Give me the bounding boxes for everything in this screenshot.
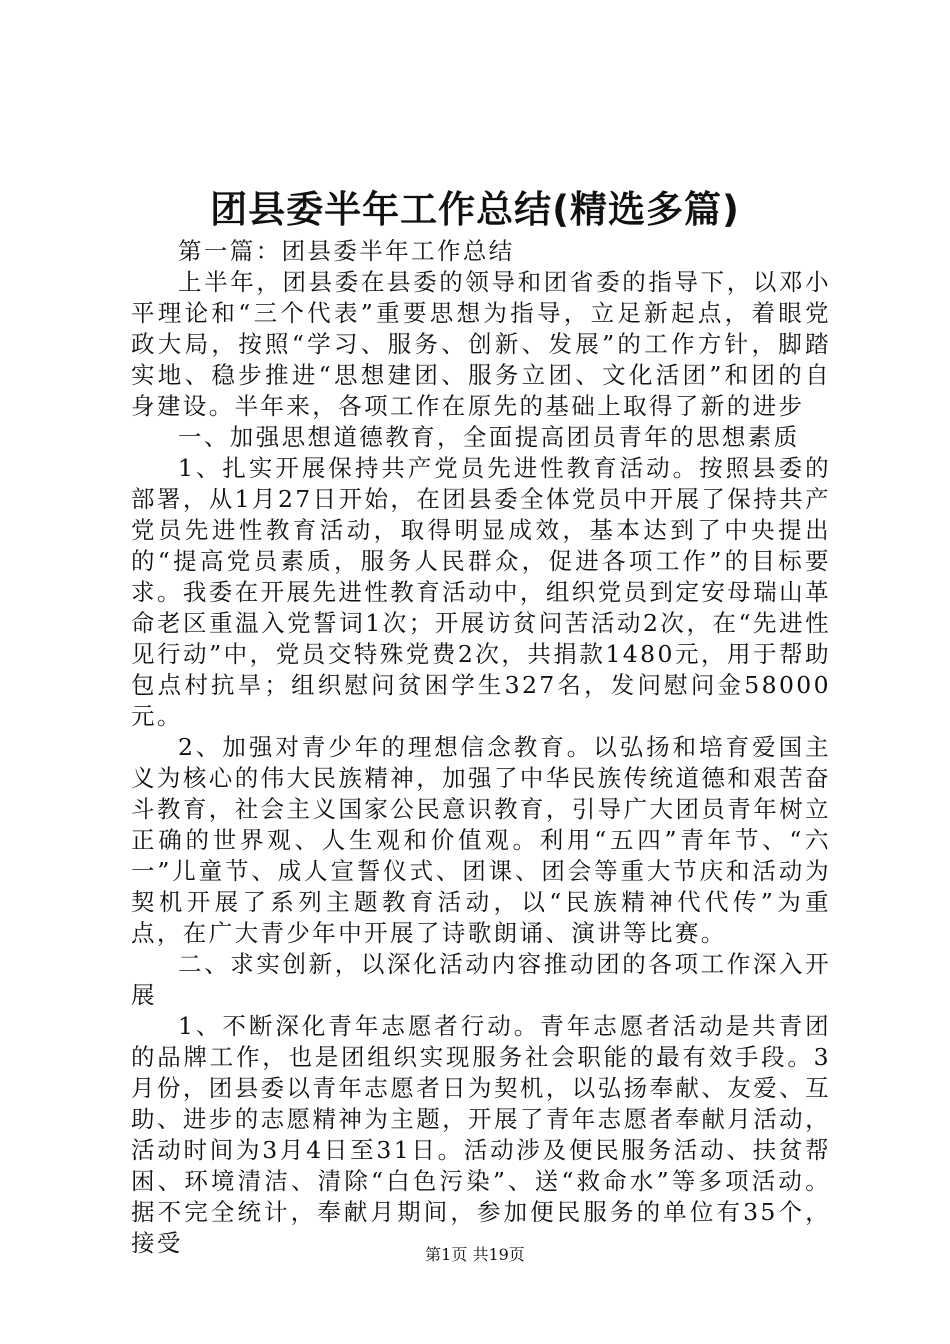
document-body — [131, 236, 831, 1259]
body-paragraph: 上半年，团县委在县委的领导和团省委的指导下，以邓小平理论和“三个代表”重要思想为指导，立足新起点，着眼党政大局，按照“学习、服务、创新、发展”的工作方针，脚踏实地、稳步推进“思想建团、服务立团、文化活团”和团的自身建设。半年来，各项工作在原先的基础上取得了新的进步 — [131, 268, 831, 420]
body-paragraph: 1、不断深化青年志愿者行动。青年志愿者活动是共青团的品牌工作，也是团组织实现服务社会职能的最有效手段。3月份，团县委以青年志愿者日为契机，以弘扬奉献、友爱、互助、进步的志愿精神为主题，开展了青年志愿者奉献月活动，活动时间为3月4日至31日。活动涉及便民服务活动、扶贫帮困、环境清洁、清除“白色污染”、送“救命水”等多项活动。据不完全统计，奉献月期间，参加便民服务的单位有35个，接受 — [131, 1012, 831, 1257]
subsection-heading: 二、求实创新，以深化活动内容推动团的各项工作深入开展 — [131, 950, 831, 1009]
page-number-footer: 第1页 共19页 — [425, 1245, 525, 1264]
subsection-heading: 一、加强思想道德教育，全面提高团员青年的思想素质 — [178, 423, 800, 451]
section-heading: 第一篇：团县委半年工作总结 — [178, 237, 515, 265]
body-paragraph: 1、扎实开展保持共产党员先进性教育活动。按照县委的部署，从1月27日开始，在团县委全体党员中开展了保持共产党员先进性教育活动，取得明显成效，基本达到了中央提出的“提高党员素质，服务人民群众，促进各项工作”的目标要求。我委在开展先进性教育活动中，组织党员到定安母瑞山革命老区重温入党誓词1次；开展访贫问苦活动2次，在“先进性见行动”中，党员交特殊党费2次，共捐款1480元，用于帮助包点村抗旱；组织慰问贫困学生327名，发问慰问金58000元。 — [131, 454, 831, 730]
body-paragraph: 2、加强对青少年的理想信念教育。以弘扬和培育爱国主义为核心的伟大民族精神，加强了中华民族传统道德和艰苦奋斗教育，社会主义国家公民意识教育，引导广大团员青年树立正确的世界观、人生观和价值观。利用“五四”青年节、“六一”儿童节、成人宣誓仪式、团课、团会等重大节庆和活动为契机开展了系列主题教育活动，以“民族精神代代传”为重点，在广大青少年中开展了诗歌朗诵、演讲等比赛。 — [131, 733, 831, 947]
document-title: 团县委半年工作总结(精选多篇) — [210, 188, 740, 231]
